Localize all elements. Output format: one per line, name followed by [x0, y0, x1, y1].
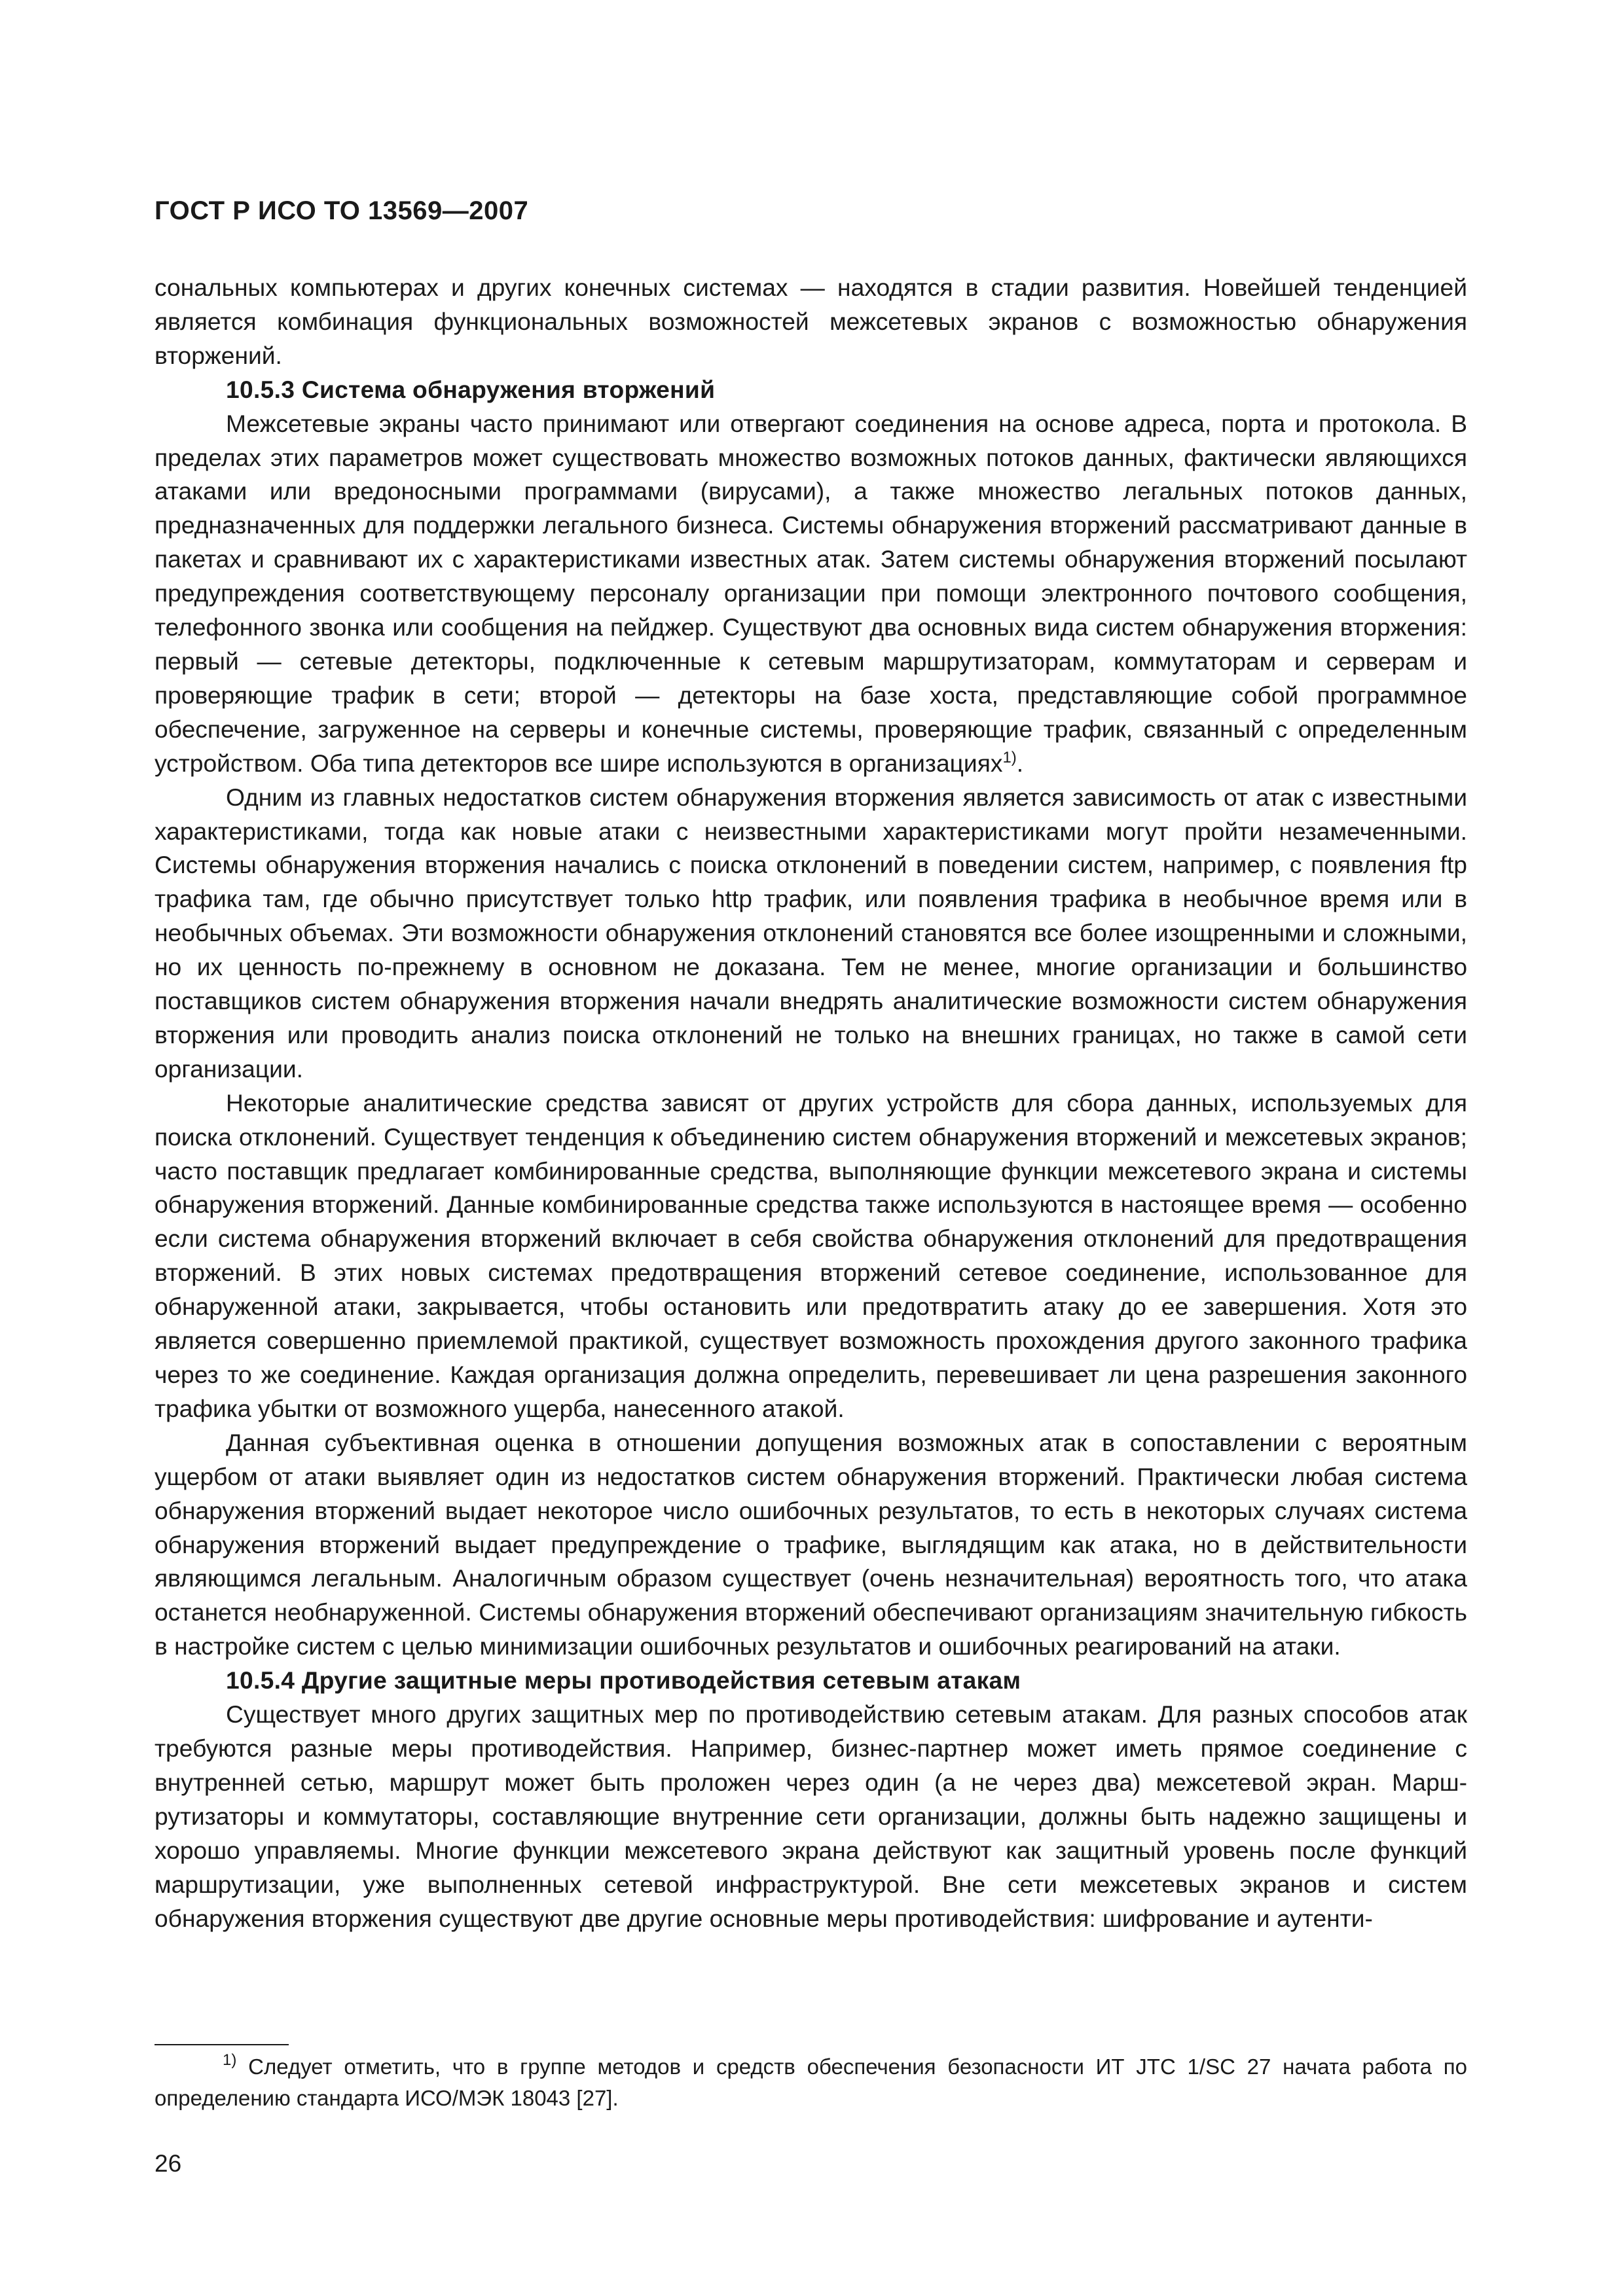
paragraph: [155, 407, 1467, 781]
document-id-header: ГОСТ Р ИСО ТО 13569—2007: [155, 196, 529, 225]
body-text: [155, 271, 1467, 1935]
footnote-text: Следует отметить, что в группе методов и средств обеспечения безопасности ИТ JTC 1/SC 27 начата работа по определению стандарта ИСО/МЭК 18043 [27].: [155, 2054, 1467, 2110]
footnote-marker: 1): [223, 2051, 237, 2069]
page-number: 26: [155, 2150, 182, 2177]
footnote-reference[interactable]: 1): [1002, 748, 1017, 766]
paragraph: Одним из главных недостатков систем обнаружения вторжения является зависимость от атак с известными характеристиками, тогда как новые атаки с неизвестными характеристиками могут пройти незамеченными. Системы обнаружения вторжения начались с поиска отклонений в поведении систем, например, с появления ftp трафика там, где обычно присутствует только http трафик, или появления трафика в необычное время или в необычных объемах. Эти возможности обнаружения отклонений становятся все более изощренными и сложными, но их ценность по-прежнему в основном не доказана. Тем не менее, многие организации и большинство поставщиков систем обнаружения вторжения начали внедрять аналитические возможности систем обнаружения вторжения или проводить анализ поиска отклонений не только на внешних границах, но также в самой сети организации.: [155, 783, 1467, 1083]
paragraph-continuation: сональных компьютерах и других конечных системах — находятся в стадии развития. Новейшей тенденцией является комбинация функциональных возможностей межсетевых экранов с возможностью обнаружения вторжений.: [155, 274, 1467, 369]
paragraph: Некоторые аналитические средства зависят от других устройств для сбора данных, используемых для поиска отклонений. Существует тенденция к объединению систем обнаружения вторжений и межсетевых экранов; часто поставщик предлагает комбинированные средства, выполняющие функции межсетевого экрана и системы обнаружения вторжений. Данные комбинированные средства также используются в настоящее время — особенно если система обнаружения вторжений включает в себя свойства обнаружения отклонений для предотвращения вторжений. В этих новых системах предотвращения вторжений сетевое соединение, использованное для обнаруженной атаки, закрывается, чтобы остановить или предотвратить атаку до ее завершения. Хотя это является совершенно приемлемой практикой, существует возможность прохождения другого законного трафика через то же соединение. Каждая организация должна определить, перевешивает ли цена разрешения законного трафика убытки от возможного ущерба, нанесенного атакой.: [155, 1088, 1467, 1422]
paragraph: Существует много других защитных мер по противодействию сетевым атакам. Для разных способов атак требуются разные меры противодействия. Например, бизнес-партнер может иметь прямое соединение с внутренней сетью, маршрут может быть проложен через один (а не через два) межсетевой экран. Маршрутизаторы и коммутаторы, составляющие внутренние сети организации, должны быть надежно защищены и хорошо управляемы. Многие функции межсетевого экрана действуют как защитный уровень после функций маршрутизации, уже выполненных сетевой инфраструктурой. Вне сети межсетевых экранов и систем обнаружения вторжения существуют две другие основные меры противодействия: шифрование и аутенти-: [155, 1700, 1467, 1932]
footnote: [155, 2051, 1467, 2114]
section-heading-10-5-4: 10.5.4 Другие защитные меры противодействия сетевым атакам: [226, 1666, 1021, 1695]
footnote-separator: [155, 2044, 289, 2045]
paragraph: Данная субъективная оценка в отношении допущения возможных атак в сопоставлении с вероятным ущербом от атаки выявляет один из недостатков систем обнаружения вторжений. Практически любая система обнаружения вторжений выдает некоторое число ошибочных результатов, то есть в некоторых случаях система обнаружения вторжений выдает предупреждение о трафике, выглядящим как атака, но в действительности являющимся легальным. Аналогичным образом существует (очень незначительная) вероятность того, что атака останется необнаруженной. Системы обнаружения вторжений обеспечивают организациям значительную гибкость в настройке систем с целью минимизации ошибочных результатов и ошибочных реагирований на атаки.: [155, 1428, 1467, 1660]
footnote-body: [155, 2051, 1467, 2114]
paragraph-end: .: [1016, 749, 1024, 777]
section-heading-10-5-3: 10.5.3 Система обнаружения вторжений: [226, 375, 716, 403]
paragraph-text: Межсетевые экраны часто принимают или отвергают соединения на основе адреса, порта и протокола. В пределах этих параметров может существовать множество возможных потоков данных, фактически являющихся атаками или вредоносными программами (вирусами), а также множество легальных потоков данных, предназначенных для поддержки легального бизнеса. Системы обнаружения вторжений рассматривают данные в пакетах и сравнивают их с характеристиками известных атак. Затем системы обнаружения вторжений посылают предупреждения соответствующему персоналу организации при помощи электронного почтового сообщения, телефонного звонка или сообщения на пейджер. Существуют два основных вида систем обнаружения вторжения: первый — сетевые детекторы, подключенные к сетевым маршрутизаторам, коммутаторам и серверам и проверяющие трафик в сети; второй — детекторы на базе хоста, представляющие собой программное обеспечение, загруженное на серверы и конечные системы, проверяющие трафик, связанный с определенным устройством. Оба типа детекторов все шире используются в организациях: [155, 409, 1467, 777]
